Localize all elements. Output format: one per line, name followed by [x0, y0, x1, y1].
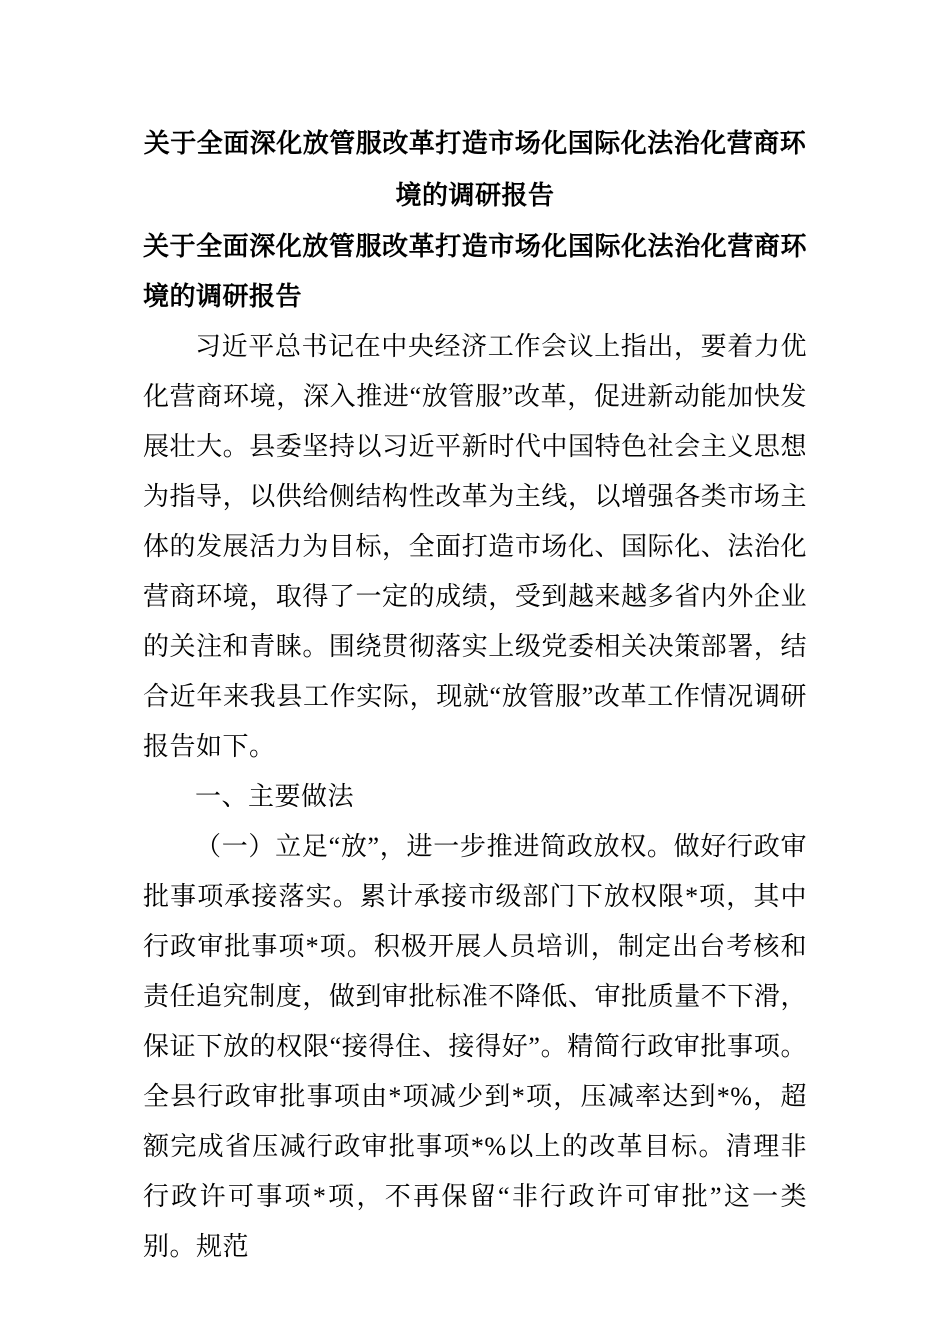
- item-paragraph-1: （一）立足“放”，进一步推进简政放权。做好行政审批事项承接落实。累计承接市级部门下放权限*项，其中行政审批事项*项。积极开展人员培训，制定出台考核和责任追究制度，做到审批标准不降低、审批质量不下滑，保证下放的权限“接得住、接得好”。精简行政审批事项。全县行政审批事项由*项减少到*项，压减率达到*%，超额完成省压减行政审批事项*%以上的改革目标。清理非行政许可事项*项，不再保留“非行政许可审批”这一类别。规范: [143, 832, 807, 1261]
- section-heading-main-practices: 一、主要做法: [195, 782, 355, 811]
- document-repeated-heading: 关于全面深化放管服改革打造市场化国际化法治化营商环境的调研报告: [143, 232, 807, 311]
- document-title: 关于全面深化放管服改革打造市场化国际化法治化营商环境的调研报告: [143, 129, 807, 210]
- intro-paragraph: 习近平总书记在中央经济工作会议上指出，要着力优化营商环境，深入推进“放管服”改革，促进新动能加快发展壮大。县委坚持以习近平新时代中国特色社会主义思想为指导，以供给侧结构性改革为主线，以增强各类市场主体的发展活力为目标，全面打造市场化、国际化、法治化营商环境，取得了一定的成绩，受到越来越多省内外企业的关注和青睐。围绕贯彻落实上级党委相关决策部署，结合近年来我县工作实际，现就“放管服”改革工作情况调研报告如下。: [143, 332, 807, 761]
- document-content: [143, 118, 807, 1272]
